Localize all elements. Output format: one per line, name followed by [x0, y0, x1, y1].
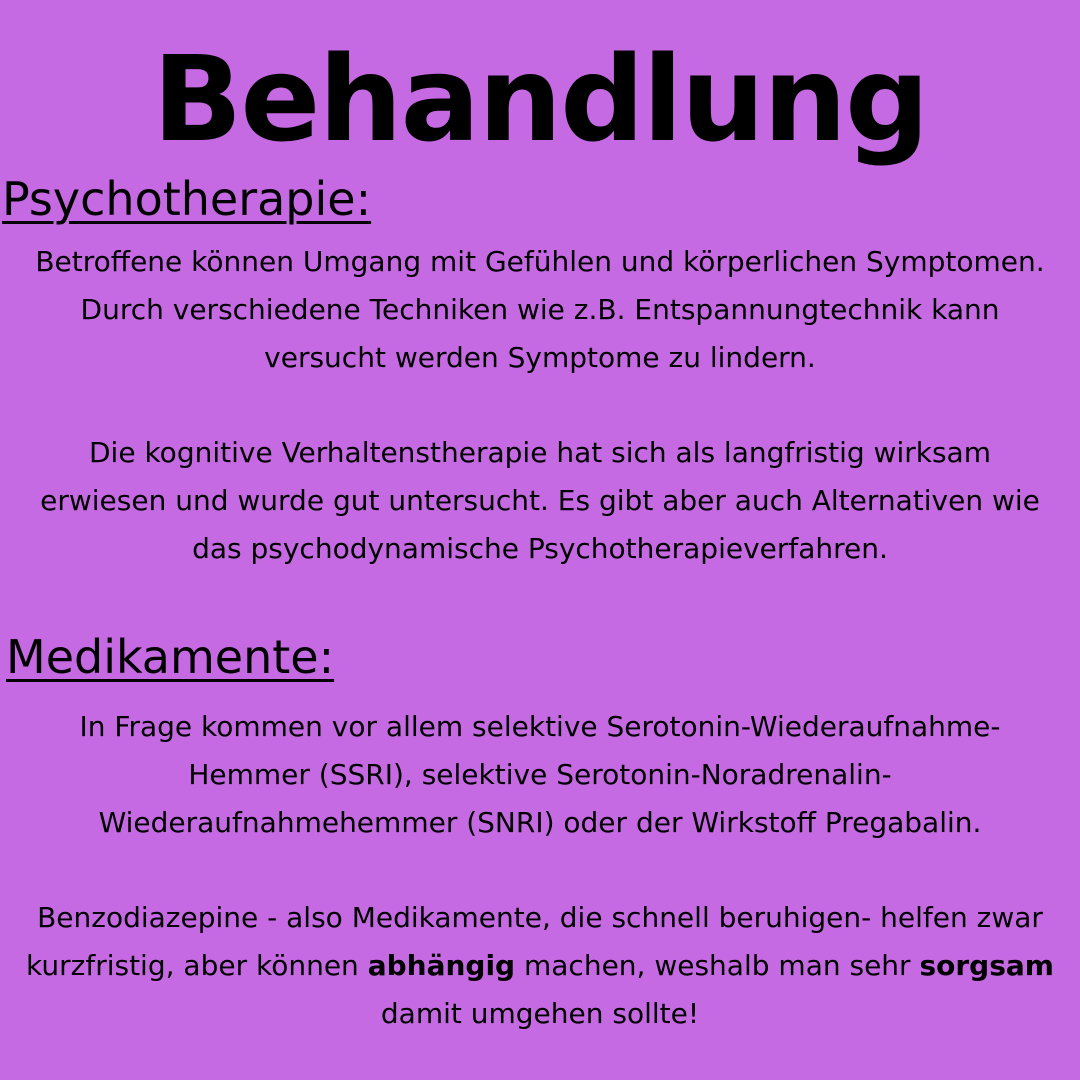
text-line: Durch verschiedene Techniken wie z.B. Entspannungtechnik kann — [80, 293, 1000, 326]
text-line: Hemmer (SSRI), selektive Serotonin-Noradrenalin- — [188, 758, 892, 791]
psychotherapy-paragraph-2 — [0, 429, 1080, 573]
emphasis-careful: sorgsam — [919, 949, 1054, 982]
text-line: damit umgehen sollte! — [380, 997, 700, 1030]
text-line: versucht werden Symptome zu lindern. — [264, 341, 816, 374]
medication-paragraph-1 — [0, 703, 1080, 847]
medication-paragraph-2 — [0, 894, 1080, 1038]
text-line: Die kognitive Verhaltenstherapie hat sich als langfristig wirksam — [89, 436, 991, 469]
heading-medication: Medikamente: — [6, 630, 335, 684]
page-title: Behandlung — [152, 30, 928, 168]
psychotherapy-paragraph-1 — [0, 238, 1080, 382]
text-line: Wiederaufnahmehemmer (SNRI) oder der Wirkstoff Pregabalin. — [98, 806, 982, 839]
emphasis-dependent: abhängig — [367, 949, 516, 982]
text-line: In Frage kommen vor allem selektive Serotonin-Wiederaufnahme- — [79, 710, 1001, 743]
text-line: Betroffene können Umgang mit Gefühlen und körperlichen Symptomen. — [35, 245, 1045, 278]
text-line — [0, 942, 1080, 990]
text-line: das psychodynamische Psychotherapieverfahren. — [192, 532, 888, 565]
text-line: erwiesen und wurde gut untersucht. Es gibt aber auch Alternativen wie — [40, 484, 1040, 517]
text-segment: kurzfristig, aber können — [26, 949, 368, 982]
text-line: Benzodiazepine - also Medikamente, die schnell beruhigen- helfen zwar — [37, 901, 1043, 934]
text-segment: machen, weshalb man sehr — [515, 949, 920, 982]
heading-psychotherapy: Psychotherapie: — [2, 172, 372, 226]
